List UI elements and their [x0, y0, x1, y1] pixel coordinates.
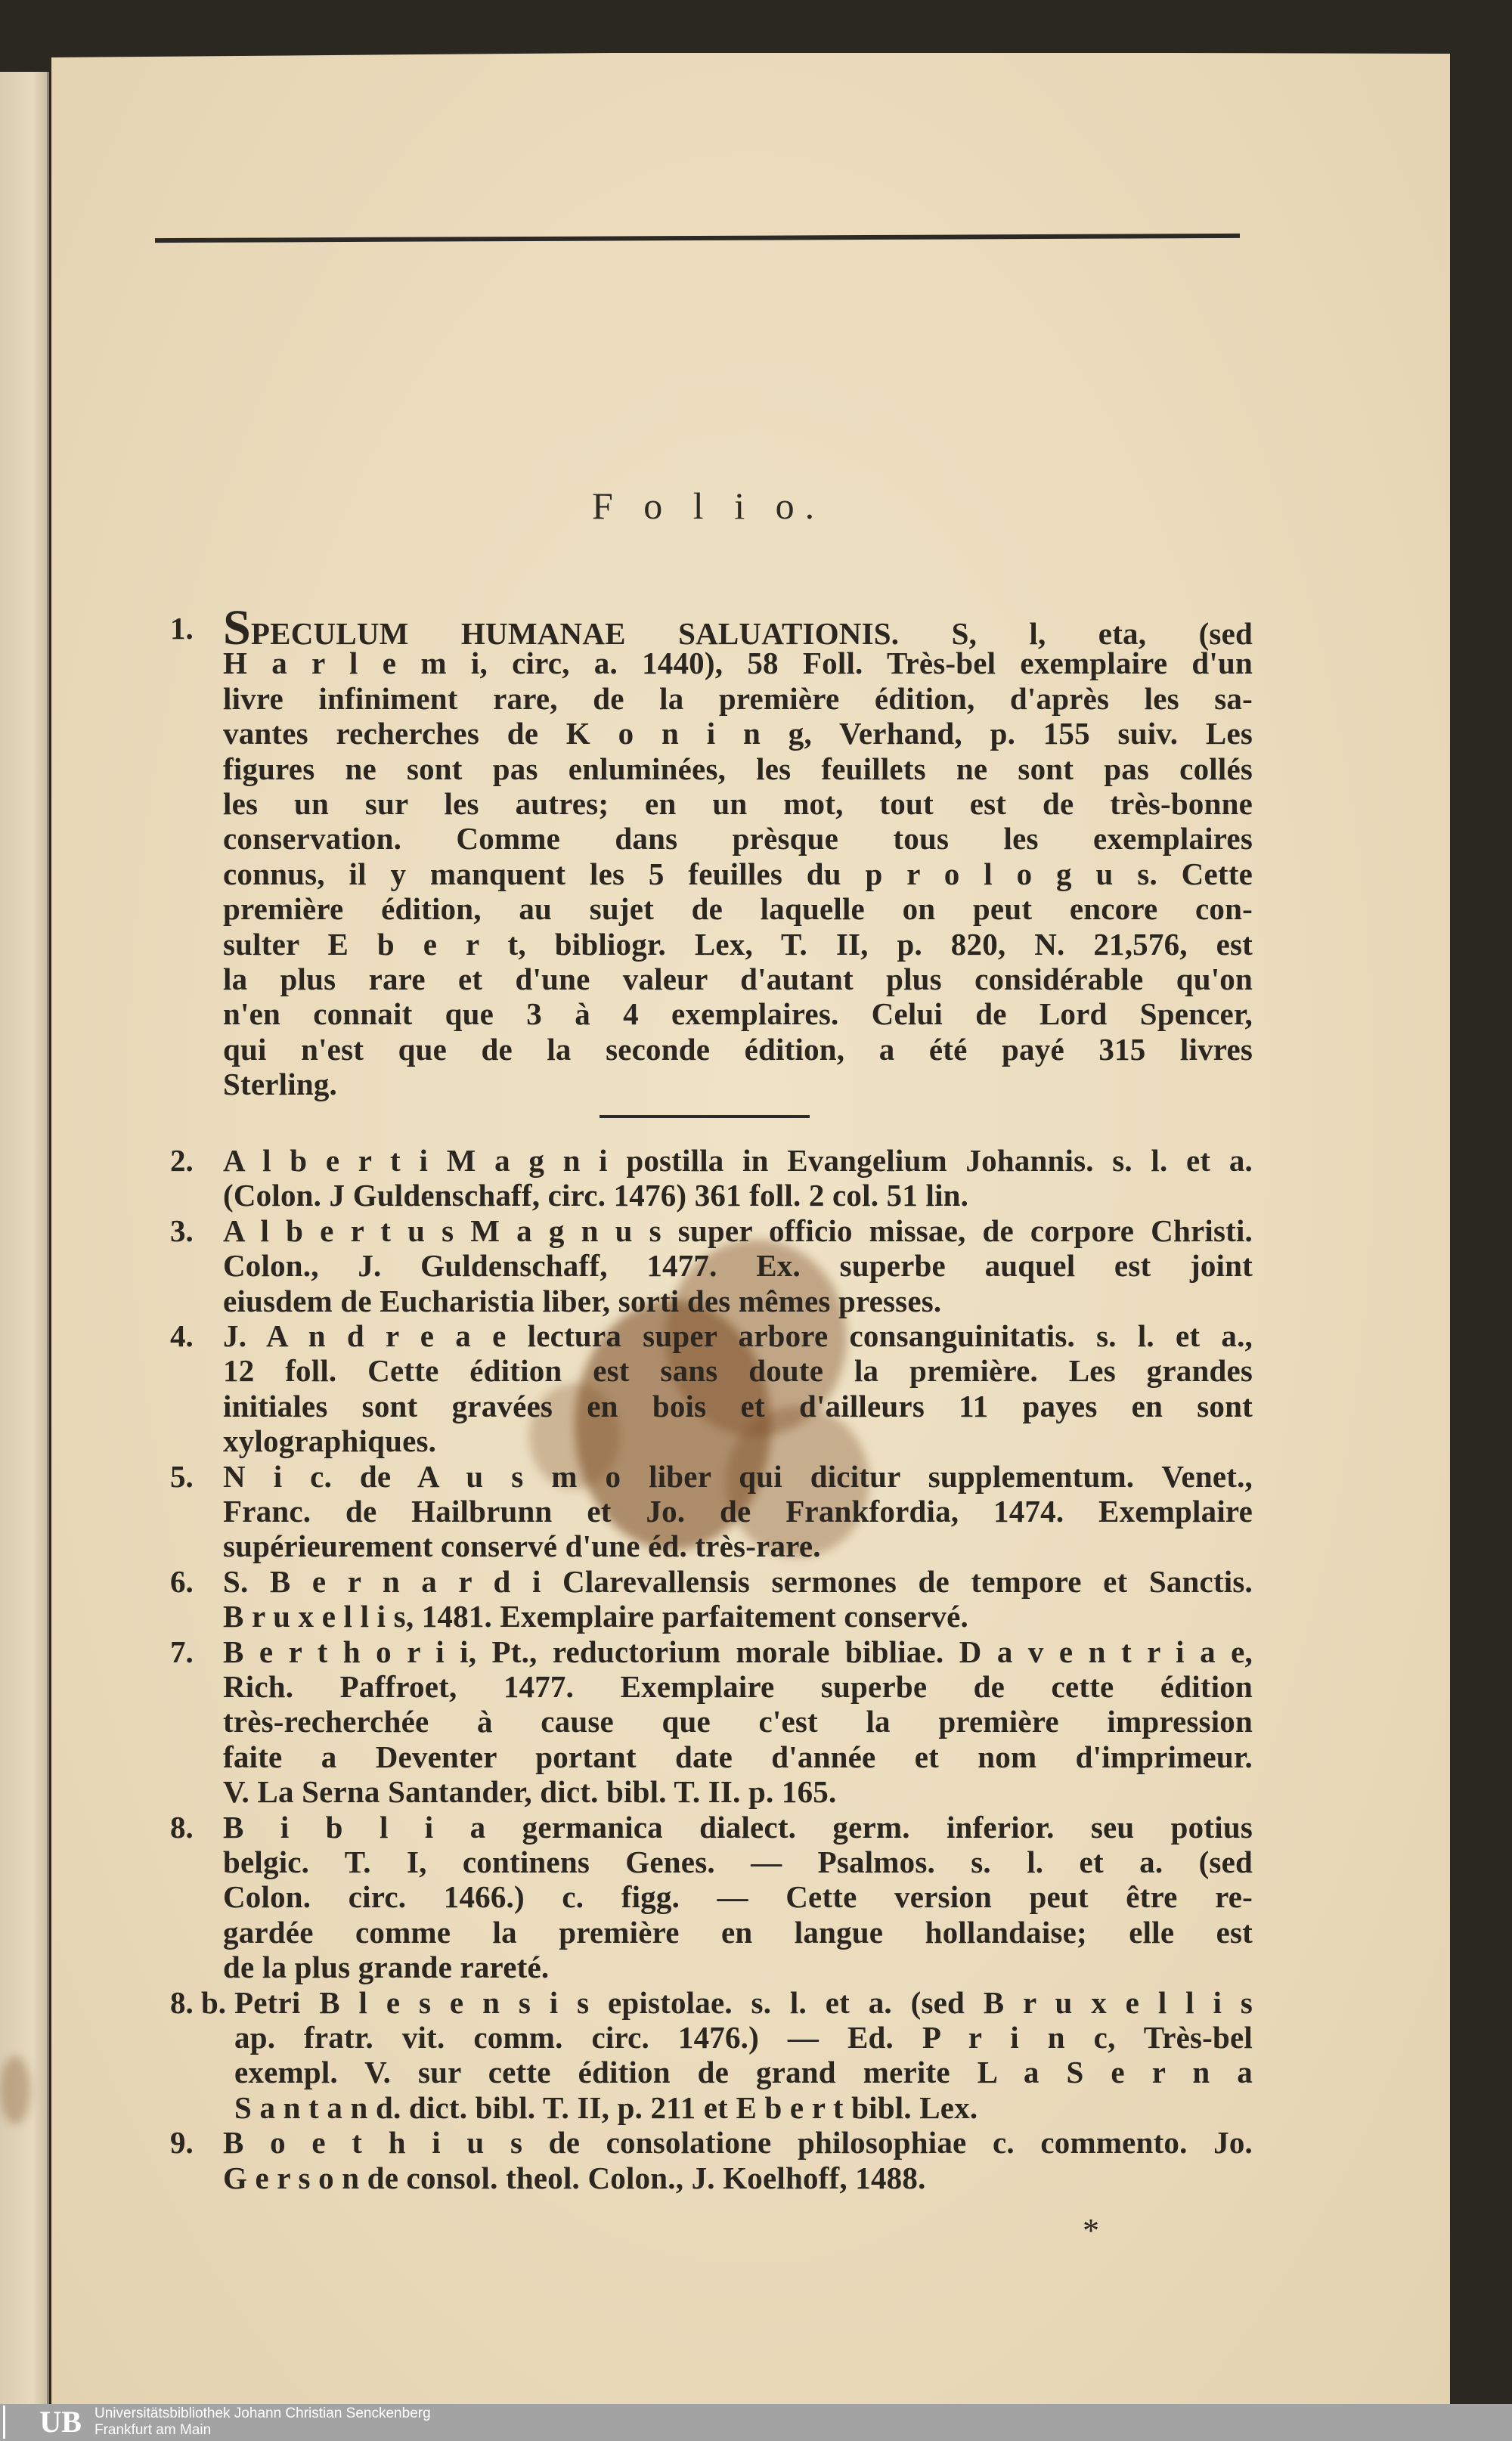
adjacent-page-edge	[0, 72, 49, 2404]
entry-text-line: A l b e r t i M a g n i postilla in Evangelium Johannis. s. l. et a.	[223, 1143, 1253, 1178]
entry-text-line: N i c. de A u s m o liber qui dicitur supplementum. Venet.,	[223, 1458, 1253, 1494]
entry-text-line: première édition, au sujet de laquelle on peut encore con-	[223, 891, 1253, 927]
entry-text-line: la plus rare et d'une valeur d'autant plus considérable qu'on	[223, 962, 1253, 996]
library-footer	[0, 2404, 1512, 2441]
entry-text-line: B r u x e l l i s, 1481. Exemplaire parfaitement conservé.	[223, 1599, 968, 1634]
entry-text-line: faite a Deventer portant date d'année et nom d'imprimeur.	[223, 1739, 1253, 1774]
entry-number: 6.	[170, 1563, 194, 1599]
section-title: F o l i o.	[592, 485, 826, 527]
entry-text-line: H a r l e m i, circ, a. 1440), 58 Foll. Très-bel exemplaire d'un	[223, 646, 1253, 681]
water-stain	[0, 2056, 30, 2124]
entry-text-line: SPECULUM HUMANAE SALUATIONIS. S, l, eta, (sed	[223, 600, 1253, 655]
entry-text-line: Petri B l e s e n s i s epistolae. s. l. et a. (sed B r u x e l l i s	[234, 1984, 1253, 2020]
entry-number: 9.	[170, 2125, 194, 2161]
entry-text-line: figures ne sont pas enluminées, les feuillets ne sont pas collés	[223, 751, 1253, 786]
entry-text-line: de la plus grande rareté.	[223, 1950, 550, 1985]
entry-text-line: conservation. Comme dans prèsque tous les exemplaires	[223, 821, 1253, 857]
entry-text-line: B o e t h i u s de consolatione philosophiae c. commento. Jo.	[223, 2125, 1253, 2161]
library-logo: UB	[3, 2405, 85, 2439]
entry-text-line: Rich. Paffroet, 1477. Exemplaire superbe de cette édition	[223, 1669, 1253, 1704]
entry-text-line: S. B e r n a r d i Clarevallensis sermones de tempore et Sanctis.	[223, 1563, 1253, 1599]
entry-text-line: B e r t h o r i i, Pt., reductorium morale bibliae. D a v e n t r i a e,	[223, 1634, 1253, 1669]
entry-number: 1.	[170, 611, 194, 646]
entry-text-line: 12 foll. Cette édition est sans doute la première. Les grandes	[223, 1353, 1253, 1389]
entry-text-line: G e r s o n de consol. theol. Colon., J. Koelhoff, 1488.	[223, 2160, 926, 2195]
entry-text-line: Colon. circ. 1466.) c. figg. — Cette version peut être re-	[223, 1879, 1253, 1915]
entry-text-line: Franc. de Hailbrunn et Jo. de Frankfordia, 1474. Exemplaire	[223, 1494, 1253, 1529]
entry-text-line: Sterling.	[223, 1067, 337, 1102]
entry-text-line: livre infiniment rare, de la première édition, d'après les sa-	[223, 680, 1253, 716]
entry-number: 4.	[170, 1318, 194, 1353]
entry-text-line: sulter E b e r t, bibliogr. Lex, T. II, p. 820, N. 21,576, est	[223, 926, 1253, 962]
entry-text-line: J. A n d r e a e lectura super arbore consanguinitatis. s. l. et a.,	[223, 1318, 1253, 1353]
entry-text-line: (Colon. J Guldenschaff, circ. 1476) 361 foll. 2 col. 51 lin.	[223, 1178, 969, 1213]
entry-number: 2.	[170, 1143, 194, 1178]
entry-text-line: initiales sont gravées en bois et d'ailleurs 11 payes en sont	[223, 1388, 1253, 1423]
entry-text-line: V. La Serna Santander, dict. bibl. T. II. p. 165.	[223, 1774, 837, 1810]
entry-text-line: ap. fratr. vit. comm. circ. 1476.) — Ed. P r i n c, Très-bel	[234, 2020, 1253, 2055]
library-city: Frankfurt am Main	[94, 2422, 212, 2438]
entry-text-line: B i b l i a germanica dialect. germ. inferior. seu potius	[223, 1809, 1253, 1845]
entry-text-line: supérieurement conservé d'une éd. très-rare.	[223, 1529, 821, 1564]
entry-text-line: vantes recherches de K o n i n g, Verhand, p. 155 suiv. Les	[223, 716, 1253, 751]
entry-text-line: qui n'est que de la seconde édition, a été payé 315 livres	[223, 1031, 1253, 1067]
entry-text-line: n'en connait que 3 à 4 exemplaires. Celui de Lord Spencer,	[223, 996, 1253, 1032]
entry-text-line: gardée comme la première en langue hollandaise; elle est	[223, 1914, 1253, 1950]
entry-number: 5.	[170, 1458, 194, 1494]
entry-text-line: connus, il y manquent les 5 feuilles du p r o l o g u s. Cette	[223, 856, 1253, 891]
entry-text-line: Colon., J. Guldenschaff, 1477. Ex. superbe auquel est joint	[223, 1248, 1253, 1284]
entry-number: 7.	[170, 1634, 194, 1669]
entry-text-line: exempl. V. sur cette édition de grand merite L a S e r n a	[234, 2055, 1253, 2090]
signature-mark: *	[1083, 2212, 1099, 2249]
entry-text-line: très-recherchée à cause que c'est la première impression	[223, 1704, 1253, 1739]
entry-text-line: les un sur les autres; en un mot, tout est de très-bonne	[223, 786, 1253, 821]
entry-separator-rule	[600, 1115, 810, 1118]
entry-text-line: xylographiques.	[223, 1423, 437, 1459]
entry-text-line: belgic. T. I, continens Genes. — Psalmos. s. l. et a. (sed	[223, 1845, 1253, 1879]
entry-number: 3.	[170, 1213, 194, 1248]
entry-text-line: A l b e r t u s M a g n u s super officio missae, de corpore Christi.	[223, 1213, 1253, 1248]
entry-number: 8. b.	[170, 1984, 227, 2020]
entry-number: 8.	[170, 1809, 194, 1845]
entry-text-line: S a n t a n d. dict. bibl. T. II, p. 211 et E b e r t bibl. Lex.	[234, 2089, 978, 2125]
entry-text-line: eiusdem de Eucharistia liber, sorti des mêmes presses.	[223, 1283, 942, 1318]
library-name: Universitätsbibliothek Johann Christian Senckenberg	[94, 2405, 431, 2421]
